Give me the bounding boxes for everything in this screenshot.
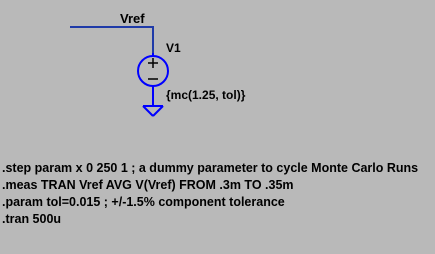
- step-directive[interactable]: .step param x 0 250 1 ; a dummy parameter to cycle Monte Carlo Runs: [2, 161, 419, 175]
- component-value-label[interactable]: {mc(1.25, tol)}: [166, 88, 246, 102]
- vref-wire[interactable]: [70, 27, 153, 53]
- meas-directive[interactable]: .meas TRAN Vref AVG V(Vref) FROM .3m TO .35m: [2, 178, 294, 192]
- net-label-vref[interactable]: Vref: [120, 11, 145, 26]
- ground-icon[interactable]: [143, 106, 163, 116]
- param-directive[interactable]: .param tol=0.015 ; +/-1.5% component tolerance: [2, 195, 285, 209]
- tran-directive[interactable]: .tran 500u: [2, 212, 62, 226]
- voltage-source-symbol[interactable]: [138, 53, 168, 106]
- component-name-label[interactable]: V1: [166, 41, 181, 55]
- spice-directives: [2, 160, 433, 228]
